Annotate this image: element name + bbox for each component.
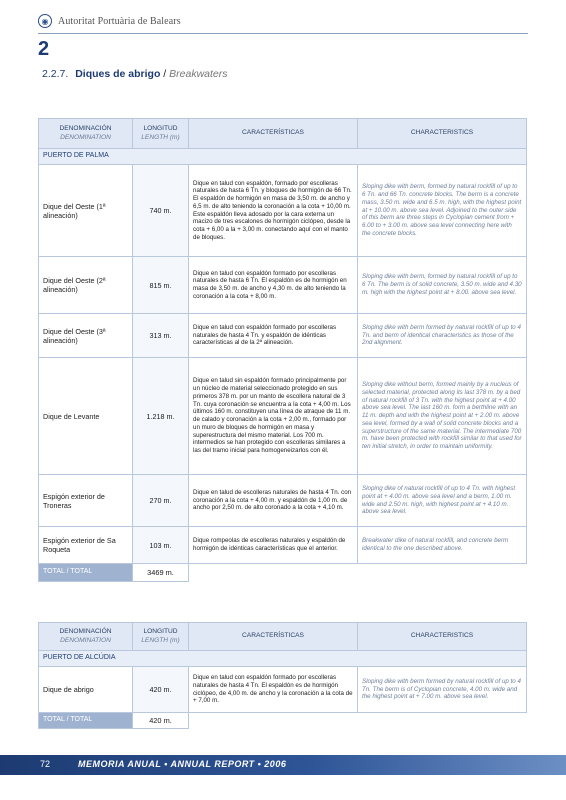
dike-name: Dique del Oeste (1ª alineación) <box>39 165 133 257</box>
page-footer <box>0 755 566 775</box>
table-row <box>39 257 527 314</box>
total-empty-cell <box>189 564 358 582</box>
table-header-row <box>39 623 527 651</box>
page-number: 72 <box>40 759 51 769</box>
total-row <box>39 564 527 582</box>
dike-name: Dique de abrigo <box>39 667 133 713</box>
dike-description-es: Dique en talud con espaldón formado por escolleras naturales de hasta 4 Tn. El espaldón es de hormigón ciclópeo, de 4,00 m. de ancho y la coronación a la cota de + 7,00 m. <box>189 667 358 713</box>
table-row <box>39 667 527 713</box>
dike-description-es: Dique rompeolas de escolleras naturales y espaldón de hormigón de idénticas características que el anterior. <box>189 527 358 564</box>
section-heading <box>42 68 228 80</box>
dike-description-en: Sloping dike without berm, formed mainly by a nucleus of selected material, protected along its last 378 m. by a bed of natural rockfill of 3 Tn. with the highest point at + 4.00 above sea level. The last 160 m. form a berthline with an 11 m. depth and with the highest point at + 2.00 m. above sea level, formed by a wall of solid concrete blocks and a superstructure of the same material. The intermediate 700 m. have been protected with rockfill similar to that used for ten initial stretch, in order to maintain uniformity. <box>358 358 527 475</box>
dike-description-en: Sloping dike with berm, formed by natural rockfill of up to 6 Tn. and 66 Tn. concrete blocks. The berm is a concrete mass, 3.50 m. wide and 6.5 m. high, with the highest point at + 10.00 m. above sea level. Adjoined to the outer side of this berm are three steps in Cyclopian cement from + 6.00 to + 3.00 m. above sea level connecting here with the concrete blocks. <box>358 165 527 257</box>
dike-length: 740 m. <box>133 165 189 257</box>
table-row <box>39 527 527 564</box>
total-length: 3469 m. <box>133 564 189 582</box>
dike-name: Espigón exterior de Troneras <box>39 475 133 527</box>
header-divider <box>38 33 528 34</box>
table-row <box>39 314 527 358</box>
section-number: 2.2.7. <box>42 68 69 80</box>
dike-name: Dique de Levante <box>39 358 133 475</box>
table-row <box>39 475 527 527</box>
organization-name: Autoritat Portuària de Balears <box>58 15 181 27</box>
section-title-es: Diques de abrigo <box>75 68 161 80</box>
total-length: 420 m. <box>133 713 189 729</box>
dike-name: Dique del Oeste (3ª alineación) <box>39 314 133 358</box>
dike-length: 270 m. <box>133 475 189 527</box>
dike-description-en: Sloping dike with berm, formed by natural rockfill of up to 6 Tn. The berm is of solid concrete, 3.50 m. wide and 4.30 m. high with the highest point at + 8.00. above sea level. <box>358 257 527 314</box>
table-row <box>39 165 527 257</box>
col-denomination: DENOMINACIÓN DENOMINATION <box>39 119 133 149</box>
dike-description-en: Sloping dike with berm formed by natural rockfill of up to 4 Tn. and berm of identical characteristics as those of the 2nd alignment. <box>358 314 527 358</box>
page-header <box>38 10 181 32</box>
dike-description-en: Breakwater dike of natural rockfill, and concrete berm identical to the one described above. <box>358 527 527 564</box>
total-label: TOTAL / TOTAL <box>39 713 133 729</box>
total-label: TOTAL / TOTAL <box>39 564 133 582</box>
section-separator: / <box>160 68 170 80</box>
dike-name: Espigón exterior de Sa Roqueta <box>39 527 133 564</box>
port-row <box>39 651 527 667</box>
col-length: LONGITUD LENGTH (m) <box>133 119 189 149</box>
col-features-es: CARACTERÍSTICAS <box>189 623 358 651</box>
table-header-row <box>39 119 527 149</box>
table-row <box>39 358 527 475</box>
col-denomination: DENOMINACIÓN DENOMINATION <box>39 623 133 651</box>
total-empty-cell <box>189 713 358 729</box>
dike-description-es: Dique en talud con espaldón formado por escolleras naturales de hasta 4 Tn. y espaldón de idénticas características al de la 2ª alineación. <box>189 314 358 358</box>
dike-description-es: Dique en talud sin espaldón formado principalmente por un núcleo de material seleccionado protegido en sus primeros 378 m. por un manto de escollera natural de 3 Tn. cuya coronación se encuentra a la cota + 4,00 m. Los últimos 160 m. constituyen una línea de atraque de 11 m. de calado y coronación a la cota + 2,00 m., formado por un muro de bloques de hormigón en masa y superestructura del mismo material. Los 700 m. intermedios se han protegido con escolleras similares a las del tramo inicial para homogeneizarlos con él. <box>189 358 358 475</box>
dike-length: 815 m. <box>133 257 189 314</box>
col-features-en: CHARACTERISTICS <box>358 623 527 651</box>
section-title-en: Breakwaters <box>169 68 228 80</box>
col-length: LONGITUD LENGTH (m) <box>133 623 189 651</box>
publication-title: MEMORIA ANUAL • ANNUAL REPORT • 2006 <box>78 759 287 769</box>
col-features-es: CARACTERÍSTICAS <box>189 119 358 149</box>
port-name: PUERTO DE ALCÚDIA <box>39 651 527 667</box>
chapter-number: 2 <box>38 38 50 60</box>
breakwaters-table-alcudia <box>38 622 527 729</box>
port-name: PUERTO DE PALMA <box>39 149 527 165</box>
breakwaters-table-palma <box>38 118 527 582</box>
dike-name: Dique del Oeste (2ª alineación) <box>39 257 133 314</box>
dike-length: 420 m. <box>133 667 189 713</box>
total-empty-cell <box>358 713 527 729</box>
dike-description-en: Sloping dike of natural rockfill of up to 4 Tn. with highest point at + 4.00 m. above sea level and a berm, 1.00 m. wide and 2.50 m. high, with highest point at + 4.10 m. above sea level. <box>358 475 527 527</box>
dike-description-es: Dique en talud con espaldón formado por escolleras naturales de hasta 6 Tn. El espaldón es de hormigón en masa de 3,50 m. de ancho y 4,30 m. de alto teniendo la coronación a la cota + 8,00 m. <box>189 257 358 314</box>
dike-description-es: Dique en talud con espaldón, formado por escolleras naturales de hasta 6 Tn. y bloques de hormigón de 66 Tn. El espaldón de hormigón en masa de 3,50 m. de ancho y 6,5 m. de alto teniendo la coronación a la cota + 10,00 m. Este espaldón lleva adosado por la cara externa un macizo de tres escalones de hormigón ciclópeo, desde la cota + 6,00 a la + 3,00 m. conectando aquí con el manto de bloques. <box>189 165 358 257</box>
col-features-en: CHARACTERISTICS <box>358 119 527 149</box>
port-authority-logo-icon: ◉ <box>38 14 52 28</box>
dike-description-es: Dique en talud de escolleras naturales de hasta 4 Tn. con coronación a la cota + 4,00 m. y espaldón de 1,00 m. de ancho por 2,50 m. de alto coronado a la cota + 4,10 m. <box>189 475 358 527</box>
total-row <box>39 713 527 729</box>
dike-length: 313 m. <box>133 314 189 358</box>
port-row <box>39 149 527 165</box>
total-empty-cell <box>358 564 527 582</box>
dike-description-en: Sloping dike with berm formed by natural rockfill of up to 4 Tn. The berm is of Cyclopian concrete, 4.00 m. wide and the highest point at + 7.00 m. above sea level. <box>358 667 527 713</box>
dike-length: 103 m. <box>133 527 189 564</box>
dike-length: 1.218 m. <box>133 358 189 475</box>
